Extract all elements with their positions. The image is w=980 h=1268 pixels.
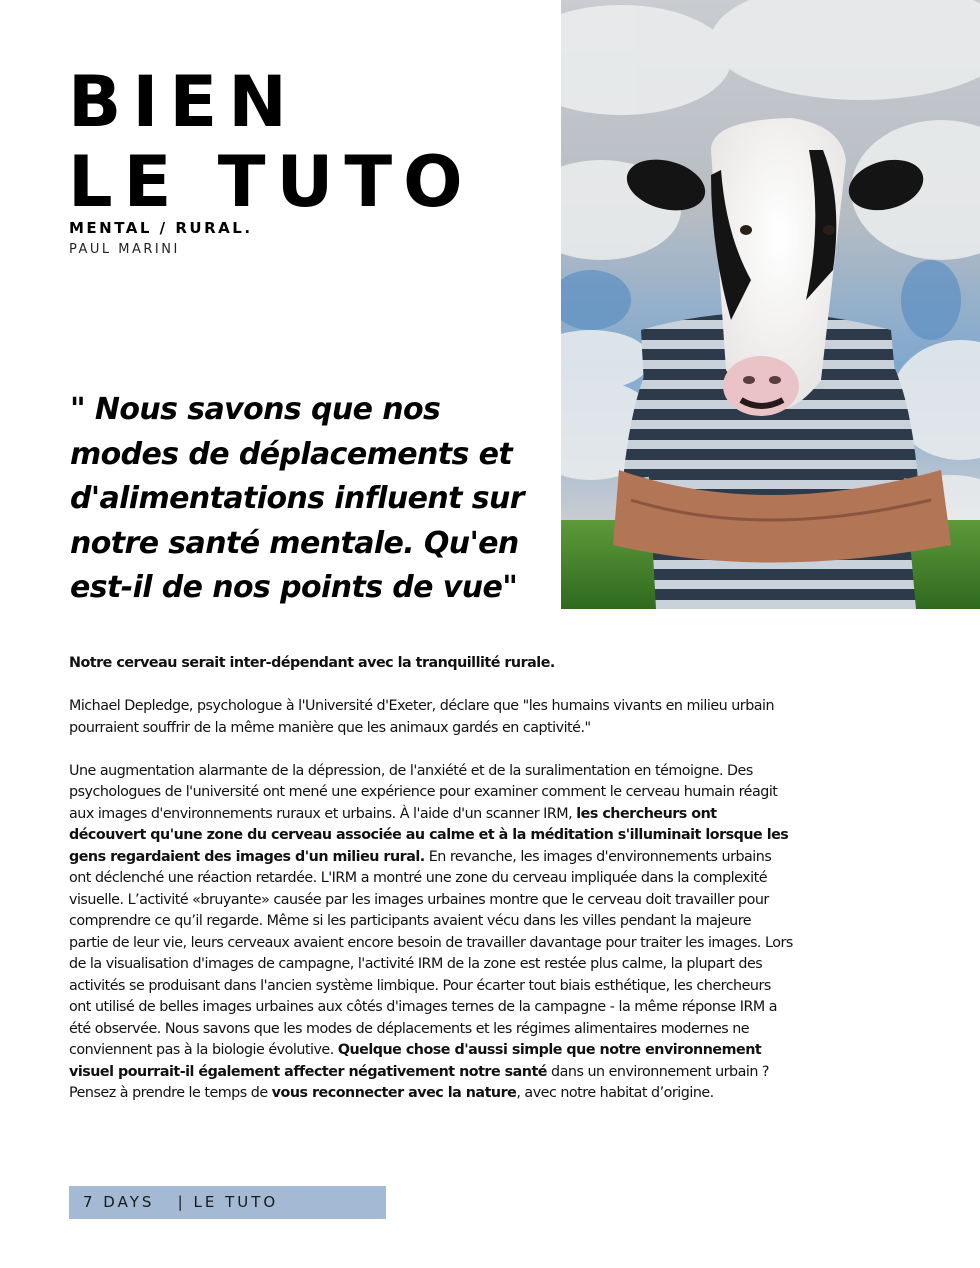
- footer-banner: 7 DAYS | LE TUTO: [69, 1186, 386, 1219]
- article-paragraph-1: Michael Depledge, psychologue à l'Université d'Exeter, déclare que "les humains vivants en milieu urbain pourraient souffrir de la même manière que les animaux gardés en captivité.": [69, 698, 775, 736]
- para2-text-e: dans un environnement urbain ? Pensez à prendre le temps de: [69, 1063, 770, 1101]
- para2-highlight-1: les chercheurs ont découvert qu'une zone du cerveau associée au calme et à la méditation s'illuminait lorsque les gens regardaient des images d'un milieu rural.: [69, 805, 789, 865]
- cow-man-photo: [561, 0, 980, 609]
- para2-highlight-3: vous reconnecter avec la nature: [271, 1085, 517, 1101]
- author-name: PAUL MARINI: [69, 242, 180, 257]
- article-paragraph-2: [69, 761, 793, 1105]
- section-subtitle: MENTAL / RURAL.: [69, 219, 253, 237]
- title-line-2: LE TUTO: [68, 141, 474, 223]
- article-body: [69, 653, 793, 1126]
- para2-text-a: Une augmentation alarmante de la dépression, de l'anxiété et de la suralimentation en témoigne. Des psychologues de l'université ont mené une expérience pour examiner comment le cerveau humain réagit aux images d'environnements ruraux et urbains. À l'aide d'un scanner IRM,: [69, 762, 778, 822]
- para2-text-c: En revanche, les images d'environnements urbains ont déclenché une réaction retardée. L'IRM a montré une zone du cerveau impliquée dans la complexité visuelle. L’activité «bruyante» causée par les images urbaines montre que le cerveau doit travailler pour comprendre ce qu’il regarde. Même si les participants avaient vécu dans les villes pendant la majeure partie de leur vie, leurs cerveaux avaient encore besoin de travailler davantage pour traiter les images. Lors de la visualisation d'images de campagne, l'activité IRM de la zone est restée plus calme, la plupart des activités se produisant dans l'ancien système limbique. Pour écarter tout biais esthétique, les chercheurs ont utilisé de belles images urbaines aux côtés d'images ternes de la campagne - la même réponse IRM a été observée. Nous savons que les modes de déplacements et les régimes alimentaires modernes ne conviennent pas à la biologie évolutive.: [69, 848, 793, 1058]
- page-title: [68, 62, 474, 222]
- title-line-1: BIEN: [68, 61, 298, 143]
- para2-highlight-2: Quelque chose d'aussi simple que notre environnement visuel pourrait-il également affecter négativement notre santé: [69, 1042, 762, 1080]
- pull-quote: " Nous savons que nos modes de déplacements et d'alimentations influent sur notre santé mentale. Qu'en est-il de nos points de vue": [70, 392, 524, 605]
- para2-text-g: , avec notre habitat d’origine.: [516, 1085, 714, 1101]
- article-lead: Notre cerveau serait inter-dépendant avec la tranquillité rurale.: [69, 655, 555, 671]
